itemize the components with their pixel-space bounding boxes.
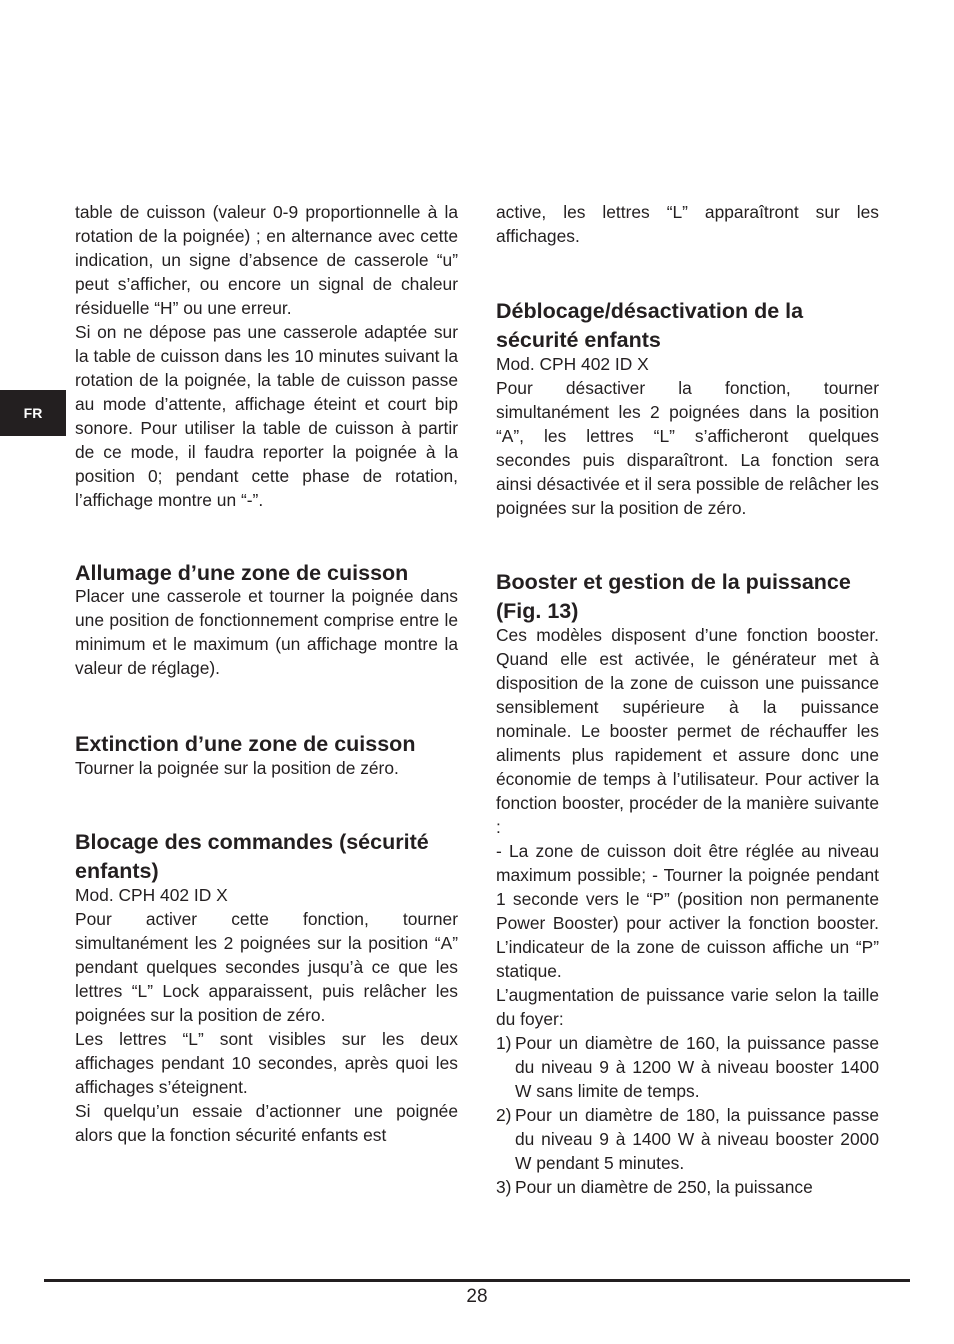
page-number: 28 <box>466 1286 488 1307</box>
list-item-text: Pour un diamètre de 160, la puissance passe du niveau 9 à 1200 W à niveau booster 1400 W sans limite de temps. <box>515 1033 879 1101</box>
power-list <box>496 1031 879 1199</box>
paragraph-booster-steps: - La zone de cuisson doit être réglée au niveau maximum possible; - Tourner la poignée pendant 1 seconde vers le “P” (position non permanente Power Booster) pour activer la fonction booster. L’indicateur de la zone de cuisson affiche un “P” statique. <box>496 841 879 981</box>
list-item-number: 1) <box>496 1033 512 1053</box>
language-tab <box>0 390 66 436</box>
right-column <box>496 200 879 1199</box>
list-item-number: 2) <box>496 1105 512 1125</box>
paragraph-extinction: Tourner la poignée sur la position de zéro. <box>75 758 399 778</box>
paragraph-blocage-model: Mod. CPH 402 ID X <box>75 885 228 905</box>
list-item-number: 3) <box>496 1177 512 1197</box>
footer-rule <box>44 1279 910 1282</box>
paragraph-booster-intro: Ces modèles disposent d’une fonction booster. Quand elle est activée, le générateur met à disposition de la zone de cuisson une puissance sensiblement supérieure à la puissance nominale. Le booster permet de réchauffer les aliments plus rapidement et assure donc une économie de temps à l’utilisateur. Pour activer la fonction booster, procéder de la manière suivante : <box>496 625 879 837</box>
heading-allumage: Allumage d’une zone de cuisson <box>75 561 409 585</box>
paragraph-booster-variation: L’augmentation de puissance varie selon la taille du foyer: <box>496 985 879 1029</box>
paragraph-blocage-display: Les lettres “L” sont visibles sur les deux affichages pendant 10 secondes, après quoi les affichages s’éteignent. <box>75 1029 458 1097</box>
heading-blocage: Blocage des commandes (sécurité enfants) <box>75 830 429 883</box>
paragraph-standby: Si on ne dépose pas une casserole adaptée sur la table de cuisson dans les 10 minutes suivant la rotation de la poignée, la table de cuisson passe au mode d’attente, affichage éteint et court bip sonore. Pour utiliser la table de cuisson à partir de ce mode, il faudra reporter la poignée à la position 0; pendant cette phase de rotation, l’affichage montre un “-”. <box>75 322 458 510</box>
language-label: FR <box>23 405 43 421</box>
heading-booster: Booster et gestion de la puissance (Fig. 13) <box>496 570 851 623</box>
paragraph-cooktop-display: table de cuisson (valeur 0-9 proportionnelle à la rotation de la poignée) ; en alternance avec cette indication, un signe d’absence de casserole “u” peut s’afficher, ou encore un signal de chaleur résiduelle “H” ou une erreur. <box>75 202 458 318</box>
list-item <box>496 1175 879 1199</box>
list-item <box>496 1031 879 1103</box>
left-column <box>75 200 458 1147</box>
paragraph-allumage: Placer une casserole et tourner la poignée dans une position de fonctionnement comprise entre le minimum et le maximum (un affichage montre la valeur de réglage). <box>75 586 458 678</box>
paragraph-deblocage-model: Mod. CPH 402 ID X <box>496 354 649 374</box>
paragraph-blocage-activation: Pour activer cette fonction, tourner simultanément les 2 poignées sur la position “A” pendant quelques secondes jusqu’à ce que les lettres “L” Lock apparaissent, puis relâcher les poignées sur la position de zéro. <box>75 909 458 1025</box>
list-item <box>496 1103 879 1175</box>
heading-extinction: Extinction d’une zone de cuisson <box>75 732 416 756</box>
paragraph-deblocage: Pour désactiver la fonction, tourner simultanément les 2 poignées dans la position “A”, les lettres “L” s’afficheront quelques secondes puis disparaîtront. La fonction sera ainsi désactivée et il sera possible de relâcher les poignées sur la position de zéro. <box>496 378 879 518</box>
heading-deblocage: Déblocage/désactivation de la sécurité enfants <box>496 299 804 352</box>
list-item-text: Pour un diamètre de 250, la puissance <box>515 1177 813 1197</box>
paragraph-blocage-attempt: Si quelqu’un essaie d’actionner une poignée alors que la fonction sécurité enfants est <box>75 1101 458 1145</box>
paragraph-continuation: active, les lettres “L” apparaîtront sur les affichages. <box>496 202 879 246</box>
list-item-text: Pour un diamètre de 180, la puissance passe du niveau 9 à 1400 W à niveau booster 2000 W pendant 5 minutes. <box>515 1105 879 1173</box>
